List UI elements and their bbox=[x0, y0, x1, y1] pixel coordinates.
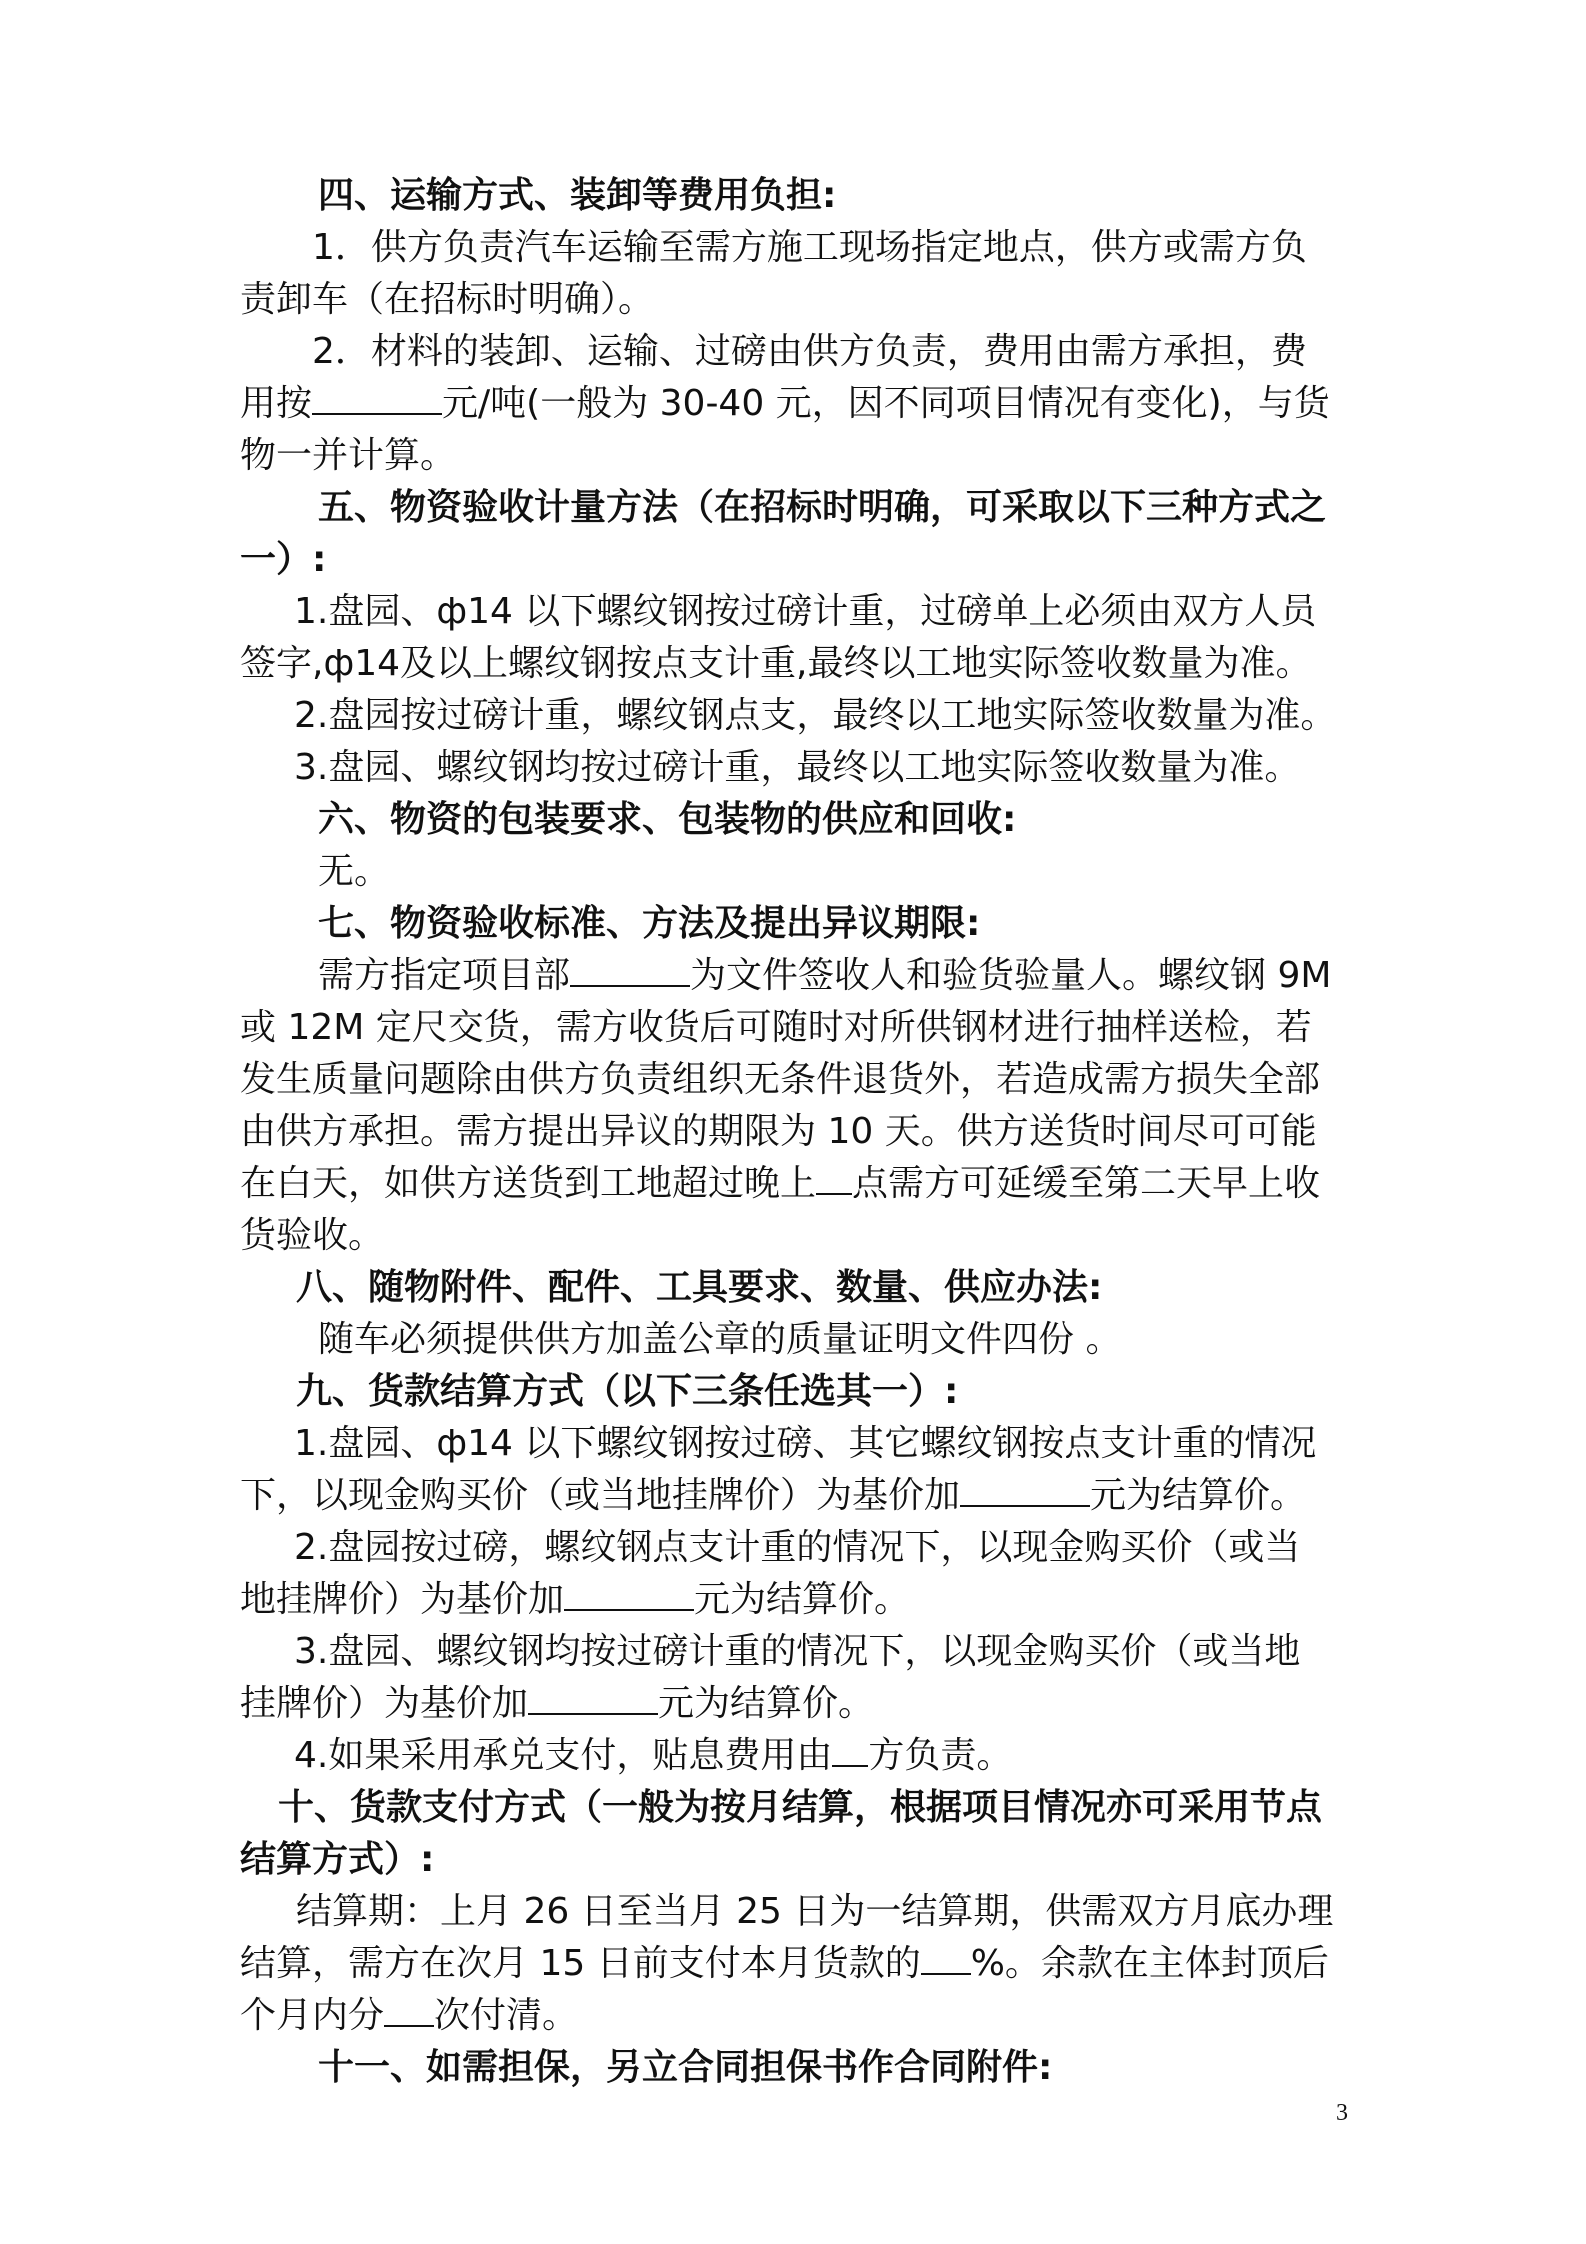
paragraph-line: 结算期：上月 26 日至当月 25 日为一结算期，供需双方月底办理 bbox=[296, 1891, 1334, 1932]
paragraph-line: 下，以现金购买价（或当地挂牌价）为基价加 元为结算价。 bbox=[240, 1475, 1307, 1516]
paragraph-line: 2.盘园按过磅，螺纹钢点支计重的情况下，以现金购买价（或当 bbox=[294, 1527, 1301, 1568]
paragraph-line: 2．材料的装卸、运输、过磅由供方负责，费用由需方承担，费 bbox=[312, 331, 1307, 372]
paragraph-line: 1．供方负责汽车运输至需方施工现场指定地点，供方或需方负 bbox=[312, 227, 1307, 268]
paragraph-line: 由供方承担。需方提出异议的期限为 10 天。供方送货时间尽可可能 bbox=[240, 1111, 1317, 1152]
hour-blank[interactable] bbox=[816, 1163, 852, 1195]
percent-blank[interactable] bbox=[921, 1943, 971, 1975]
paragraph-line: 1.盘园、ф14 以下螺纹钢按过磅计重，过磅单上必须由双方人员 bbox=[294, 591, 1317, 632]
section-5-heading: 五、物资验收计量方法（在招标时明确，可采取以下三种方式之 bbox=[318, 487, 1327, 528]
section-10-heading: 十、货款支付方式（一般为按月结算，根据项目情况亦可采用节点 bbox=[278, 1787, 1323, 1828]
section-8-heading: 八、随物附件、配件、工具要求、数量、供应办法: bbox=[296, 1267, 1103, 1308]
section-4-heading: 四、运输方式、装卸等费用负担: bbox=[318, 175, 837, 216]
paragraph-line: 3.盘园、螺纹钢均按过磅计重的情况下，以现金购买价（或当地 bbox=[294, 1631, 1301, 1672]
section-11-heading: 十一、如需担保，另立合同担保书作合同附件: bbox=[318, 2047, 1053, 2088]
party-blank[interactable] bbox=[832, 1735, 868, 1767]
section-5-heading-cont: 一）: bbox=[240, 539, 327, 580]
section-9-heading: 九、货款结算方式（以下三条任选其一）: bbox=[296, 1371, 959, 1412]
document-body bbox=[240, 170, 1360, 2094]
paragraph-line: 2.盘园按过磅计重，螺纹钢点支，最终以工地实际签收数量为准。 bbox=[294, 695, 1337, 736]
project-dept-blank[interactable] bbox=[570, 955, 690, 987]
paragraph-line: 或 12M 定尺交货，需方收货后可随时对所供钢材进行抽样送检，若 bbox=[240, 1007, 1312, 1048]
paragraph-line: 挂牌价）为基价加 元为结算价。 bbox=[240, 1683, 875, 1724]
paragraph-line: 物一并计算。 bbox=[240, 435, 457, 476]
paragraph-line: 地挂牌价）为基价加 元为结算价。 bbox=[240, 1579, 911, 1620]
page-number: 3 bbox=[1336, 2100, 1348, 2126]
paragraph-line: 在白天，如供方送货到工地超过晚上 点需方可延缓至第二天早上收 bbox=[240, 1163, 1321, 1204]
paragraph-line: 货验收。 bbox=[240, 1215, 385, 1256]
paragraph-line: 个月内分 次付清。 bbox=[240, 1995, 579, 2036]
fee-per-ton-blank[interactable] bbox=[312, 383, 442, 415]
paragraph-line: 责卸车（在招标时明确）。 bbox=[240, 279, 655, 320]
premium-blank-2[interactable] bbox=[564, 1579, 694, 1611]
section-6-heading: 六、物资的包装要求、包装物的供应和回收: bbox=[318, 799, 1017, 840]
paragraph-line: 4.如果采用承兑支付，贴息费用由 方负责。 bbox=[294, 1735, 1013, 1776]
installments-blank[interactable] bbox=[384, 1995, 434, 2027]
premium-blank-1[interactable] bbox=[960, 1475, 1090, 1507]
section-7-heading: 七、物资验收标准、方法及提出异议期限: bbox=[318, 903, 981, 944]
paragraph-line: 结算，需方在次月 15 日前支付本月货款的 %。余款在主体封顶后 bbox=[240, 1943, 1329, 1984]
paragraph-line: 发生质量问题除由供方负责组织无条件退货外，若造成需方损失全部 bbox=[240, 1059, 1321, 1100]
paragraph-line: 签字,ф14及以上螺纹钢按点支计重,最终以工地实际签收数量为准。 bbox=[240, 643, 1312, 684]
paragraph-line: 需方指定项目部 为文件签收人和验货验量人。螺纹钢 9M bbox=[318, 955, 1332, 996]
paragraph-line: 1.盘园、ф14 以下螺纹钢按过磅、其它螺纹钢按点支计重的情况 bbox=[294, 1423, 1317, 1464]
paragraph-line: 随车必须提供供方加盖公章的质量证明文件四份 。 bbox=[318, 1319, 1122, 1360]
premium-blank-3[interactable] bbox=[528, 1683, 658, 1715]
paragraph-line: 用按 元/吨(一般为 30-40 元，因不同项目情况有变化)，与货 bbox=[240, 383, 1330, 424]
paragraph-line: 3.盘园、螺纹钢均按过磅计重，最终以工地实际签收数量为准。 bbox=[294, 747, 1301, 788]
section-10-heading-cont: 结算方式）: bbox=[240, 1839, 435, 1880]
paragraph-line: 无。 bbox=[318, 851, 391, 892]
